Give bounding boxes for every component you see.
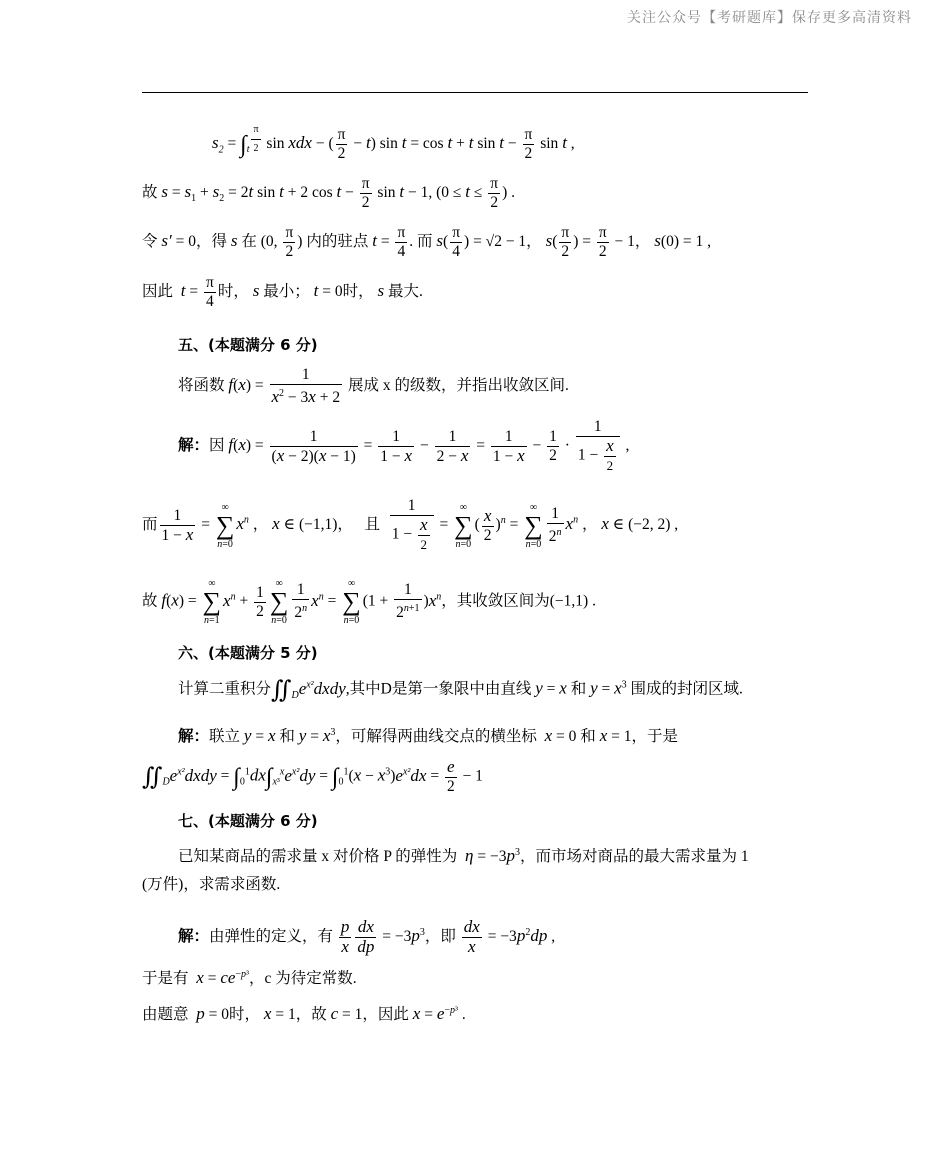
watermark: 关注公众号【考研题库】保存更多高清资料 <box>627 10 912 26</box>
q5-solution: 解：因 f(x) = $\frac{1}{(x - 2)(x - 1)}$ = $\frac{1}{1 - x}$ − $\frac{1}{2 - x}$ = $\frac{1}{1 - x}$ − $\frac{1}{2}$ · 1 1 − $\frac{x}{2}$ , <box>178 418 630 473</box>
q7-general-solution: 于是有 $x = ce^{-p^3}$，c 为待定常数. <box>142 968 357 988</box>
q5-result: 故 f(x) = ∞ ∑ n=1 $x^n$ + $\frac{1}{2}$ ∞ ∑ n=0 $\frac{1}{2^n}$ $x^n$ = ∞ ∑ n=0 (1 + $\frac{1}{2^{n+1}}$ )$x^n$，其收敛区间为(−1,1) . <box>142 578 596 626</box>
q7-heading: 七、(本题满分 6 分) <box>178 812 318 830</box>
q7-statement-line1: 已知某商品的需求量 x 对价格 P 的弹性为 $\eta = -3p^3$，而市场对商品的最大需求量为 1 <box>178 846 749 866</box>
s2-formula: $s_2 = \int_t$ $^{\frac{\pi}{2}}$ sin xdx − ( $\frac{\pi}{2}$ − t) sin t = cos t + t sin t − $\frac{\pi}{2}$ sin t , <box>212 121 892 163</box>
q7-solution: 解：由弹性的定义，有 $\frac{p}{x}$ $\frac{dx}{dp}$ = $-3p^3$，即 $\frac{dx}{x}$ = $-3p^2dp$ , <box>178 917 556 956</box>
q5-series-expansion: 而 $\frac{1}{1 - x}$ = ∞ ∑ n=0 $x^n$ ， x ∈ (−1,1)， 且 1 1 − $\frac{x}{2}$ = ∞ ∑ n=0 ( $\frac{x}{2}$ )$^n$ = ∞ ∑ n=0 $\frac{1}{2^n}$ $x^n$ ， x ∈ (−2, 2) , <box>142 497 679 552</box>
q6-heading: 六、(本题满分 5 分) <box>178 644 318 662</box>
conclusion-line: 因此 t = $\frac{\pi}{4}$ 时， s 最小； t = 0时， s 最大. <box>142 274 423 310</box>
critical-point-line: 令 s′ = 0，得 s 在 (0, $\frac{\pi}{2}$ ) 内的驻点 t = $\frac{\pi}{4}$ . 而 s( $\frac{\pi}{4}$ ) = √2 − 1， s( $\frac{\pi}{2}$ ) = $\frac{\pi}{2}$ − 1， s(0) = 1 , <box>142 224 711 260</box>
q7-final: 由题意 p = 0时， x = 1，故 c = 1，因此 $x = e^{-p^3}$ . <box>142 1004 466 1024</box>
q7-statement-line2: (万件)，求需求函数. <box>142 876 281 893</box>
q5-heading: 五、(本题满分 6 分) <box>178 336 318 354</box>
header-rule <box>142 92 808 93</box>
q6-statement: 计算二重积分$∬_De^{x^2}dxdy$,其中D是第一象限中由直线 y = x 和 $y = x^3$ 围成的封闭区域. <box>178 677 743 704</box>
q6-solution: 解：联立 y = x 和 $y = x^3$，可解得两曲线交点的横坐标 x = 0 和 x = 1，于是 <box>178 726 678 746</box>
q6-integral-result: $∬_De^{x^2}dxdy = \int_0^1dx\int_{x^3}^xe^{x^2}dy = \int_0^1(x - x^3)e^{x^2}dx$ = $\frac{e}{2}$ − 1 <box>142 757 483 795</box>
q5-statement: 将函数 f(x) = $\frac{1}{x^2 - 3x + 2}$ 展成 x 的级数，并指出收敛区间. <box>178 366 569 407</box>
s-sum-formula: 故 $s = s_1 + s_2 = 2t$ sin t + 2 cos t − $\frac{\pi}{2}$ sin t − 1, (0 ≤ t ≤ $\frac{\pi}{2}$ ) . <box>142 175 516 211</box>
